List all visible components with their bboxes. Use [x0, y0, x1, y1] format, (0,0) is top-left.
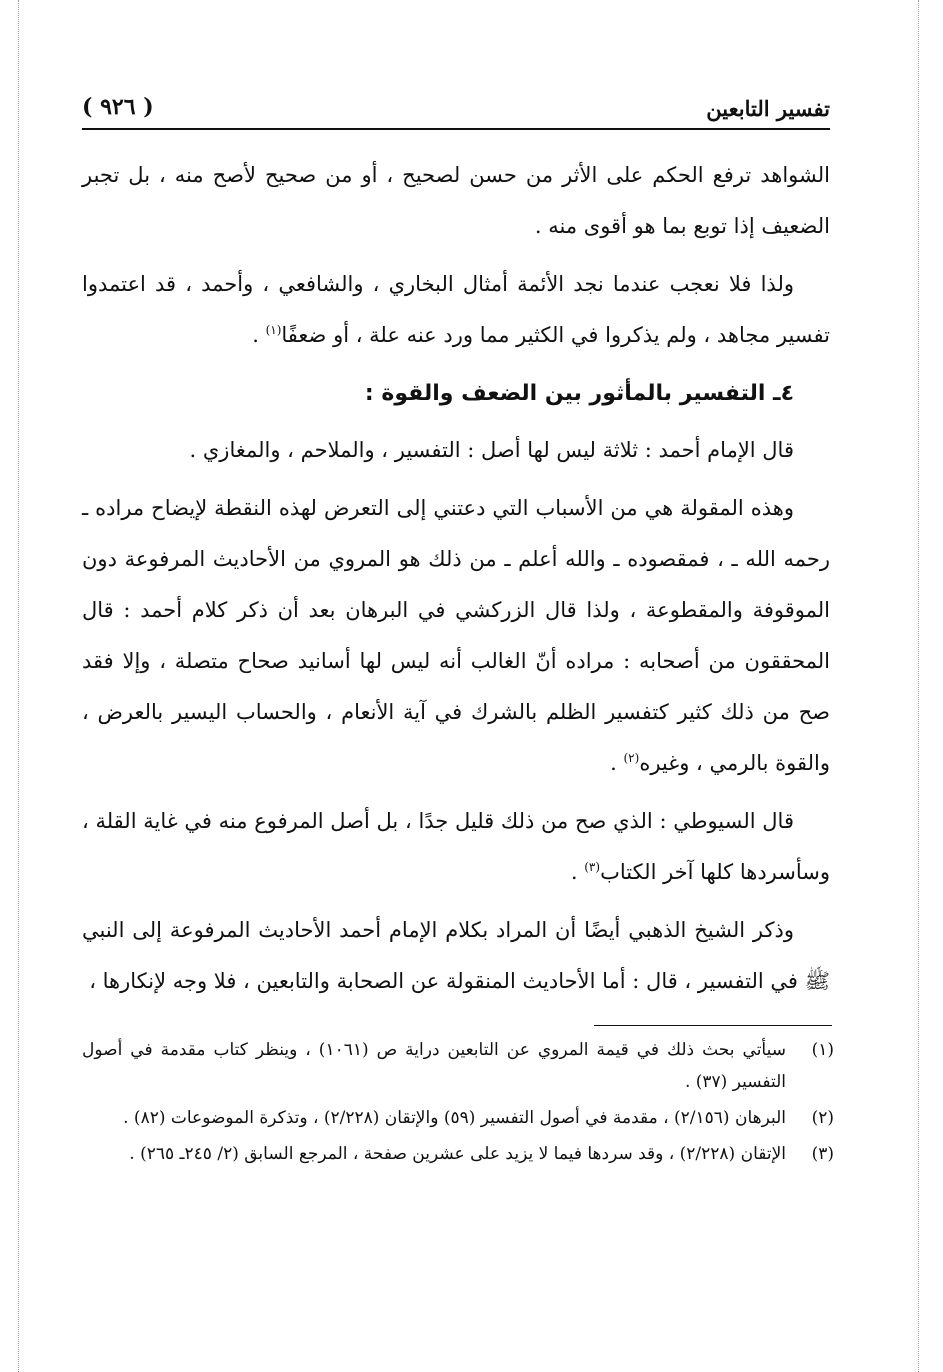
page-number: ( ٩٢٦ ): [82, 94, 154, 120]
footnotes: [82, 1034, 834, 1174]
page-header: [82, 90, 830, 126]
footnote-number: (٢): [811, 1108, 834, 1128]
paragraph-1: الشواهد ترفع الحكم على الأثر من حسن لصحيح ، أو من صحيح لأصح منه ، بل تجبر الضعيف إذا توبع بما هو أقوى منه .: [82, 163, 830, 238]
paragraph-6: وذكر الشيخ الذهبي أيضًا أن المراد بكلام الإمام أحمد الأحاديث المرفوعة إلى النبي ﷺ في التفسير ، قال : أما الأحاديث المنقولة عن الصحابة والتابعين ، فلا وجه لإنكارها ،: [82, 918, 830, 993]
footnote-1: [82, 1034, 834, 1098]
footnote-text: الإتقان (٢/٢٢٨) ، وقد سردها فيما لا يزيد على عشرين صفحة ، المرجع السابق (٢/ ٢٤٥ـ ٢٦٥) .: [129, 1144, 786, 1164]
paragraph-5: قال السيوطي : الذي صح من ذلك قليل جدًا ، بل أصل المرفوع منه في غاية القلة ، وسأسردها كلها آخر الكتاب$^{(٣)}$ .: [82, 809, 830, 884]
footnote-separator: [594, 1025, 832, 1026]
footnote-number: (٣): [811, 1144, 834, 1164]
footnote-marker-1: (١): [265, 323, 282, 337]
right-margin-dots: [918, 0, 919, 1372]
header-rule: [82, 128, 830, 130]
footnote-text: سيأتي بحث ذلك في قيمة المروي عن التابعين دراية ص (١٠٦١) ، وينظر كتاب مقدمة في أصول التفسير (٣٧) .: [82, 1040, 786, 1092]
left-margin-dots: [18, 0, 19, 1372]
paragraph-2: ولذا فلا نعجب عندما نجد الأئمة أمثال البخاري ، والشافعي ، وأحمد ، قد اعتمدوا تفسير مجاهد ، ولم يذكروا في الكثير مما ورد عنه علة ، أو ضعفًا$^{(١)}$ .: [82, 272, 830, 347]
footnote-marker-2: (٢): [623, 751, 640, 765]
footnote-2: [82, 1102, 834, 1134]
main-text: [82, 150, 830, 1014]
footnote-3: [82, 1138, 834, 1170]
running-title: تفسير التابعين: [706, 96, 830, 121]
paragraph-4: وهذه المقولة هي من الأسباب التي دعتني إلى التعرض لهذه النقطة لإيضاح مراده ـ رحمه الله ـ ، فمقصوده ـ والله أعلم ـ من ذلك هو المروي من الأحاديث المرفوعة دون الموقوفة والمقطوعة ، ولذا قال الزركشي في البرهان بعد أن ذكر كلام أحمد : قال المحققون من أصحابه : مراده أنّ الغالب أنه ليس لها أسانيد صحاح متصلة ، وإلا فقد صح من ذلك كثير كتفسير الظلم بالشرك في آية الأنعام ، والحساب اليسير بالعرض ، والقوة بالرمي ، وغيره$^{(٢)}$ .: [82, 496, 830, 775]
paragraph-3: قال الإمام أحمد : ثلاثة ليس لها أصل : التفسير ، والملاحم ، والمغازي .: [189, 438, 794, 462]
footnote-marker-3: (٣): [584, 860, 601, 874]
footnote-text: البرهان (٢/١٥٦) ، مقدمة في أصول التفسير (٥٩) والإتقان (٢/٢٢٨) ، وتذكرة الموضوعات (٨٢) .: [123, 1108, 786, 1128]
section-heading: ٤ـ التفسير بالمأثور بين الضعف والقوة :: [364, 381, 794, 406]
footnote-number: (١): [811, 1040, 834, 1060]
